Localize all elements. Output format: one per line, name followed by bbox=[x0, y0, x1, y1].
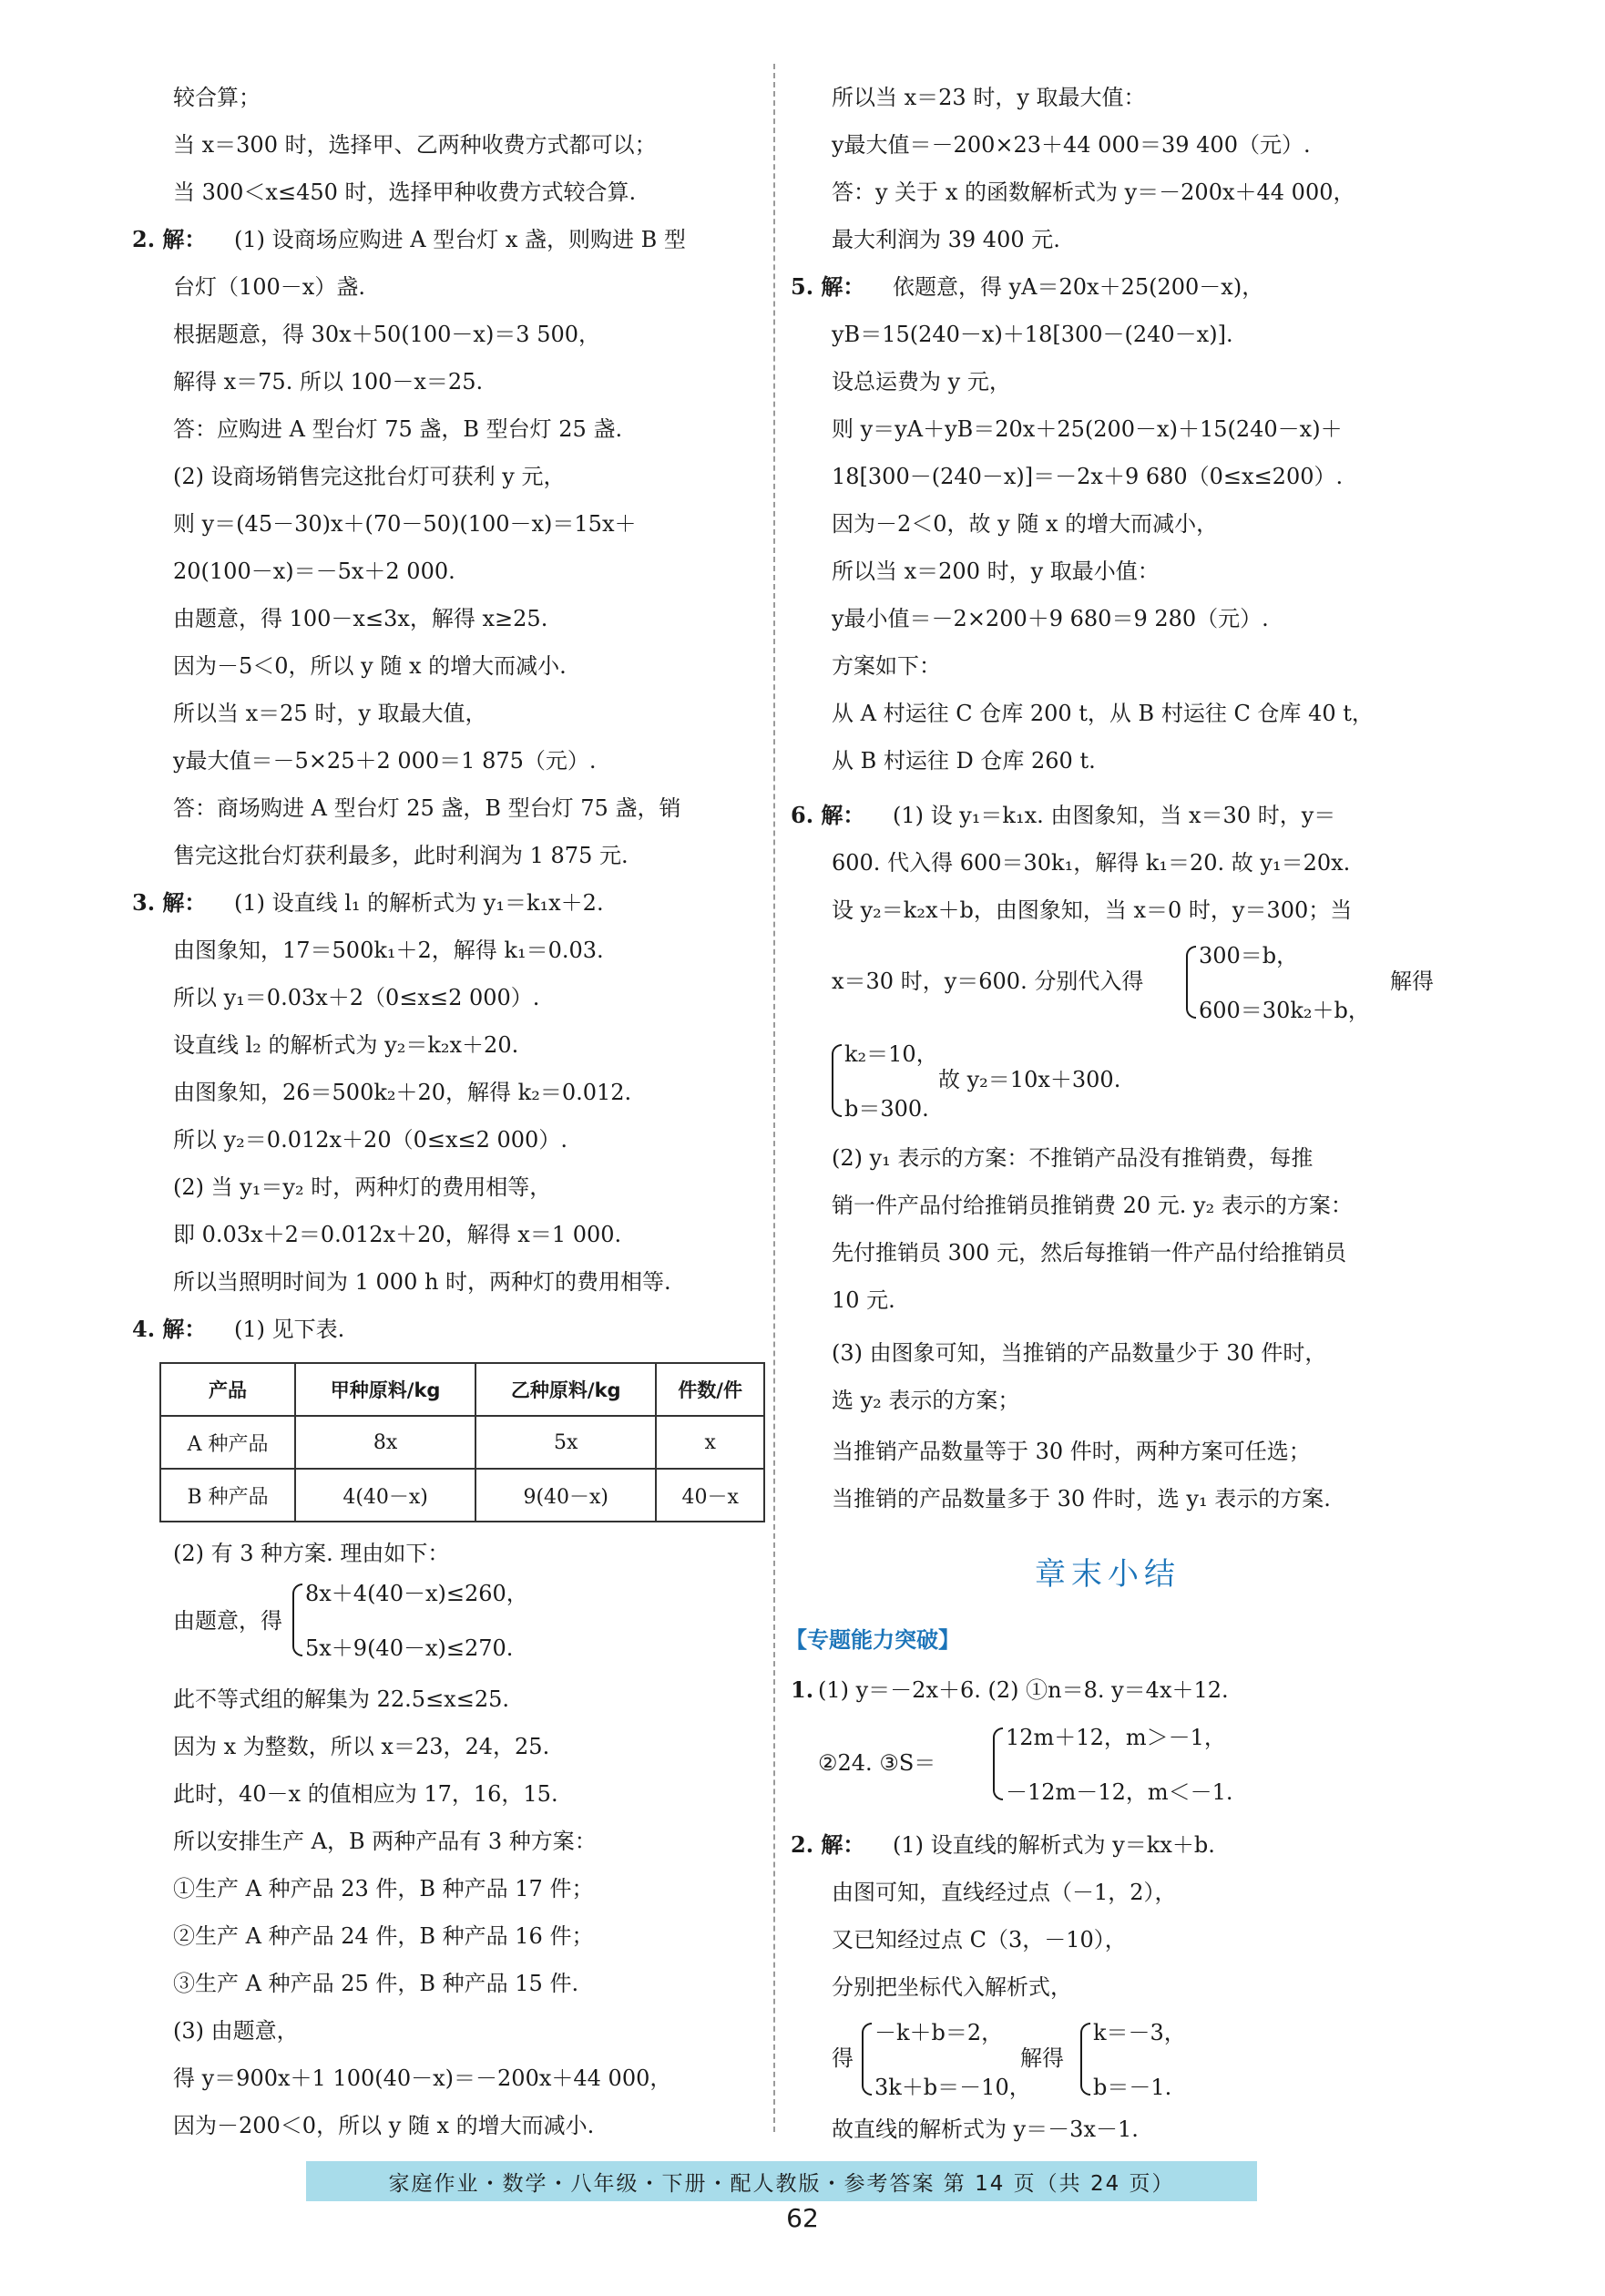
table-cell: 9(40－x) bbox=[475, 1469, 656, 1522]
question-number: 6. 解： bbox=[791, 802, 865, 828]
text-line: (1) 见下表. bbox=[234, 1317, 345, 1342]
text-line: 最大利润为 39 400 元. bbox=[832, 227, 1060, 252]
equation-line: 3k＋b＝－10， bbox=[874, 2075, 1031, 2100]
text-line: 较合算； bbox=[173, 85, 261, 110]
brace bbox=[993, 1727, 1003, 1800]
text-line: 从 B 村运往 D 仓库 260 t. bbox=[832, 748, 1096, 774]
text-line: (2) y₁ 表示的方案：不推销产品没有推销费，每推 bbox=[832, 1145, 1314, 1171]
text-line: 即 0.03x＋2＝0.012x＋20，解得 x＝1 000. bbox=[173, 1222, 622, 1247]
brace bbox=[832, 1044, 842, 1117]
text-line: 答：商场购进 A 型台灯 25 盏，B 型台灯 75 盏，销 bbox=[173, 795, 681, 821]
table-cell: A 种产品 bbox=[160, 1416, 295, 1469]
table-cell: 8x bbox=[295, 1416, 475, 1469]
table-header: 产品 bbox=[160, 1363, 295, 1416]
text-line: (1) y＝－2x＋6. (2) ①n＝8. y＝4x＋12. bbox=[818, 1677, 1229, 1703]
text-line: 故 y₂＝10x＋300. bbox=[938, 1067, 1121, 1092]
text-line: 所以当 x＝200 时，y 取最小值： bbox=[832, 559, 1160, 584]
text-line: yB＝15(240－x)＋18[300－(240－x)]. bbox=[832, 322, 1233, 347]
text-line: 所以当照明时间为 1 000 h 时，两种灯的费用相等. bbox=[173, 1269, 671, 1295]
text-line: x＝30 时，y＝600. 分别代入得 bbox=[832, 969, 1144, 994]
text-line: 解得 bbox=[1020, 2045, 1064, 2071]
text-line: 得 bbox=[832, 2045, 854, 2071]
text-line: 答：应购进 A 型台灯 75 盏，B 型台灯 25 盏. bbox=[173, 416, 623, 442]
equation-line: k₂＝10， bbox=[844, 1041, 938, 1067]
table-header: 甲种原料/kg bbox=[295, 1363, 475, 1416]
text-line: ③生产 A 种产品 25 件，B 种产品 15 件. bbox=[173, 1971, 579, 1996]
text-line: (1) 设商场应购进 A 型台灯 x 盏，则购进 B 型 bbox=[234, 227, 686, 252]
text-line: 先付推销员 300 元，然后每推销一件产品付给推销员 bbox=[832, 1240, 1347, 1266]
text-line: 选 y₂ 表示的方案； bbox=[832, 1388, 1020, 1413]
text-line: 由题意，得 bbox=[173, 1608, 282, 1634]
text-line: 600. 代入得 600＝30k₁，解得 k₁＝20. 故 y₁＝20x. bbox=[832, 850, 1351, 876]
text-line: 由题意，得 100－x≤3x，解得 x≥25. bbox=[173, 606, 548, 631]
text-line: y最大值＝－5×25＋2 000＝1 875（元）. bbox=[173, 748, 597, 774]
text-line: (1) 设 y₁＝k₁x. 由图象知，当 x＝30 时，y＝ bbox=[893, 803, 1336, 828]
text-line: ②生产 A 种产品 24 件，B 种产品 16 件； bbox=[173, 1923, 594, 1949]
text-line: 设直线 l₂ 的解析式为 y₂＝k₂x＋20. bbox=[173, 1032, 519, 1058]
text-line: 故直线的解析式为 y＝－3x－1. bbox=[832, 2117, 1139, 2142]
text-line: ①生产 A 种产品 23 件，B 种产品 17 件； bbox=[173, 1876, 594, 1901]
text-line: 又已知经过点 C（3，－10）， bbox=[832, 1927, 1127, 1953]
text-line: 由图象知，26＝500k₂＋20，解得 k₂＝0.012. bbox=[173, 1080, 632, 1105]
text-line: 当 x＝300 时，选择甲、乙两种收费方式都可以； bbox=[173, 132, 657, 158]
text-line: 解得 x＝75. 所以 100－x＝25. bbox=[173, 369, 484, 395]
text-line: 从 A 村运往 C 仓库 200 t，从 B 村运往 C 仓库 40 t， bbox=[832, 701, 1374, 726]
question-number: 5. 解： bbox=[791, 273, 865, 300]
text-line: 当推销的产品数量多于 30 件时，选 y₁ 表示的方案. bbox=[832, 1486, 1331, 1512]
page-number: 62 bbox=[786, 2203, 819, 2233]
text-line: 由图可知，直线经过点（－1，2）， bbox=[832, 1880, 1177, 1905]
text-line: 所以 y₂＝0.012x＋20（0≤x≤2 000）. bbox=[173, 1127, 567, 1153]
text-line: (3) 由图象可知，当推销的产品数量少于 30 件时， bbox=[832, 1340, 1327, 1366]
table-row bbox=[160, 1416, 764, 1469]
text-line: 因为－2＜0，故 y 随 x 的增大而减小， bbox=[832, 511, 1219, 537]
text-line: 所以当 x＝23 时，y 取最大值： bbox=[832, 85, 1146, 110]
text-line: y最大值＝－200×23＋44 000＝39 400（元）. bbox=[832, 132, 1311, 158]
text-line: 分别把坐标代入解析式， bbox=[832, 1974, 1072, 2000]
equation-line: 5x＋9(40－x)≤270. bbox=[305, 1635, 514, 1661]
table-row bbox=[160, 1469, 764, 1522]
equation-line: b＝300. bbox=[844, 1096, 929, 1122]
equation-line: k＝－3， bbox=[1093, 2020, 1186, 2045]
table-cell: 4(40－x) bbox=[295, 1469, 475, 1522]
text-line: 根据题意，得 30x＋50(100－x)＝3 500， bbox=[173, 322, 601, 347]
text-line: 设 y₂＝k₂x＋b，由图象知，当 x＝0 时，y＝300；当 bbox=[832, 897, 1353, 923]
text-line: 10 元. bbox=[832, 1287, 895, 1313]
table-cell: 5x bbox=[475, 1416, 656, 1469]
equation-line: 8x＋4(40－x)≤260， bbox=[305, 1581, 528, 1606]
text-line: 此时，40－x 的值相应为 17，16，15. bbox=[173, 1781, 558, 1807]
equation-line: b＝－1. bbox=[1093, 2075, 1172, 2100]
brace bbox=[862, 2023, 872, 2096]
equation-line: 300＝b， bbox=[1199, 943, 1299, 969]
equation-line: 600＝30k₂＋b， bbox=[1199, 998, 1370, 1023]
text-line: 解得 bbox=[1390, 969, 1434, 994]
text-line: 则 y＝yA＋yB＝20x＋25(200－x)＋15(240－x)＋ bbox=[832, 416, 1343, 442]
question-number: 1. bbox=[791, 1676, 814, 1703]
text-line: 得 y＝900x＋1 100(40－x)＝－200x＋44 000， bbox=[173, 2065, 672, 2091]
text-line: 当推销产品数量等于 30 件时，两种方案可任选； bbox=[832, 1439, 1311, 1464]
text-line: (2) 当 y₁＝y₂ 时，两种灯的费用相等， bbox=[173, 1174, 552, 1200]
footer-banner: 家庭作业・数学・八年级・下册・配人教版・参考答案 第 14 页（共 24 页） bbox=[306, 2161, 1257, 2201]
text-line: (1) 设直线的解析式为 y＝kx＋b. bbox=[893, 1832, 1215, 1858]
text-line: 因为－200＜0，所以 y 随 x 的增大而减小. bbox=[173, 2113, 595, 2138]
text-line: (3) 由题意， bbox=[173, 2018, 299, 2044]
text-line: ②24. ③S＝ bbox=[818, 1750, 936, 1776]
question-number: 3. 解： bbox=[132, 889, 207, 916]
text-line: (2) 设商场销售完这批台灯可获利 y 元， bbox=[173, 464, 566, 489]
text-line: 此不等式组的解集为 22.5≤x≤25. bbox=[173, 1686, 509, 1712]
section-title: 章末小结 bbox=[1035, 1556, 1181, 1593]
text-line: 所以安排生产 A，B 两种产品有 3 种方案： bbox=[173, 1829, 597, 1854]
text-line: (2) 有 3 种方案. 理由如下： bbox=[173, 1541, 450, 1566]
text-line: 因为 x 为整数，所以 x＝23，24，25. bbox=[173, 1734, 550, 1759]
equation-line: －k＋b＝2， bbox=[874, 2020, 1004, 2045]
materials-table bbox=[159, 1362, 765, 1522]
table-header: 乙种原料/kg bbox=[475, 1363, 656, 1416]
text-line: 答：y 关于 x 的函数解析式为 y＝－200x＋44 000， bbox=[832, 179, 1355, 205]
table-header: 件数/件 bbox=[656, 1363, 764, 1416]
text-line: y最小值＝－2×200＋9 680＝9 280（元）. bbox=[832, 606, 1269, 631]
text-line: 由图象知，17＝500k₁＋2，解得 k₁＝0.03. bbox=[173, 938, 604, 963]
question-number: 2. 解： bbox=[132, 226, 207, 252]
text-line: 所以当 x＝25 时，y 取最大值， bbox=[173, 701, 487, 726]
text-line: 20(100－x)＝－5x＋2 000. bbox=[173, 559, 455, 584]
question-number: 4. 解： bbox=[132, 1316, 207, 1342]
brace bbox=[292, 1584, 302, 1656]
text-line: 则 y＝(45－30)x＋(70－50)(100－x)＝15x＋ bbox=[173, 511, 637, 537]
table-cell: x bbox=[656, 1416, 764, 1469]
column-divider bbox=[773, 64, 775, 2132]
question-number: 2. 解： bbox=[791, 1831, 865, 1858]
text-line: (1) 设直线 l₁ 的解析式为 y₁＝k₁x＋2. bbox=[234, 890, 604, 916]
text-line: 销一件产品付给推销员推销费 20 元. y₂ 表示的方案： bbox=[832, 1193, 1353, 1218]
text-line: 18[300－(240－x)]＝－2x＋9 680（0≤x≤200）. bbox=[832, 464, 1344, 489]
text-line: 依题意，得 yA＝20x＋25(200－x)， bbox=[893, 274, 1264, 300]
equation-line: 12m＋12，m＞－1， bbox=[1006, 1725, 1226, 1750]
brace bbox=[1080, 2023, 1090, 2096]
table-header-row bbox=[160, 1363, 764, 1416]
text-line: 方案如下： bbox=[832, 653, 941, 679]
equation-line: －12m－12，m＜－1. bbox=[1006, 1779, 1233, 1805]
text-line: 当 300＜x≤450 时，选择甲种收费方式较合算. bbox=[173, 179, 637, 205]
table-cell: 40－x bbox=[656, 1469, 764, 1522]
text-line: 设总运费为 y 元， bbox=[832, 369, 1011, 395]
text-line: 因为－5＜0，所以 y 随 x 的增大而减小. bbox=[173, 653, 567, 679]
text-line: 所以 y₁＝0.03x＋2（0≤x≤2 000）. bbox=[173, 985, 540, 1010]
section-tag: 【专题能力突破】 bbox=[785, 1627, 960, 1653]
text-line: 售完这批台灯获利最多，此时利润为 1 875 元. bbox=[173, 843, 629, 868]
brace bbox=[1186, 946, 1196, 1019]
text-line: 台灯（100－x）盏. bbox=[173, 274, 365, 300]
table-cell: B 种产品 bbox=[160, 1469, 295, 1522]
